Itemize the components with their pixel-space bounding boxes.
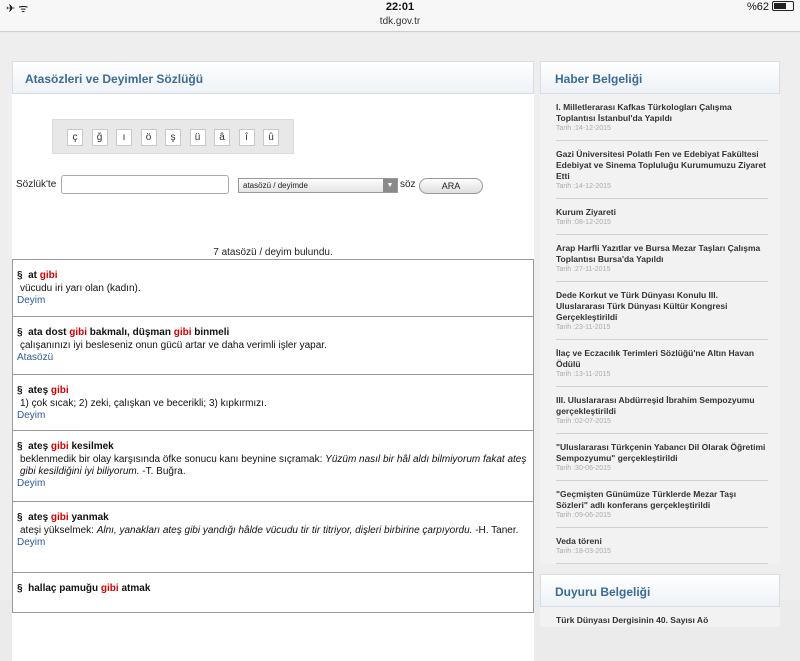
status-time: 22:01 (385, 1, 415, 13)
news-item[interactable] (556, 481, 768, 528)
page (0, 33, 800, 625)
news-item[interactable] (556, 387, 768, 434)
result-row (12, 431, 534, 502)
result-row (12, 502, 534, 573)
news-title-text: İlaç ve Eczacılık Terimleri Sözlüğü'ne Altın Havan Ödülü (556, 348, 755, 369)
news-date: Tarih :08-12-2015 (556, 219, 611, 226)
char-button[interactable]: ü (190, 129, 206, 146)
result-category: Deyim (17, 410, 46, 421)
battery-indicator: %62 (747, 1, 794, 13)
dictionary-title: Atasözleri ve Deyimler Sözlüğü (12, 61, 534, 94)
news-panel (540, 61, 780, 627)
url-text: tdk.gov.tr (379, 16, 421, 27)
char-button[interactable]: ı (116, 129, 132, 146)
result-definition: beklenmedik bir olay karşısında öfke sonucu kanı beynine sıçramak: Yüzüm nasıl bir hâl aldı bilmiyorum fakat ateş gibi kesildiğini iyi biliyorum. -T. Buğra. (20, 454, 527, 477)
news-list (540, 94, 780, 564)
result-row (12, 375, 534, 431)
news-item[interactable] (556, 340, 768, 387)
result-category: Deyim (17, 537, 46, 548)
result-title[interactable]: § ateş gibi yanmak (17, 512, 109, 523)
result-row (12, 573, 534, 613)
news-date: Tarih :30-06-2015 (556, 465, 611, 472)
news-item[interactable] (556, 434, 768, 481)
airplane-wifi-icon: ✈ ᯤ (6, 3, 29, 15)
result-title[interactable]: § ateş gibi (17, 385, 69, 396)
announcements-title: Duyuru Belgeliği (540, 574, 780, 607)
result-definition: çalışanınızı iyi besleseniz onun gücü artar ve daha verimli işler yapar. (20, 340, 327, 351)
dictionary-panel (12, 61, 534, 661)
char-button[interactable]: â (214, 129, 230, 146)
news-title-text: III. Uluslararası Abdürreşid İbrahim Sempozyumu gerçekleştirildi (556, 395, 755, 416)
char-button[interactable]: û (263, 129, 279, 146)
news-date: Tarih :02-07-2015 (556, 418, 611, 425)
result-row (12, 317, 534, 375)
result-title[interactable]: § at gibi (17, 270, 58, 281)
news-date: Tarih :09-06-2015 (556, 512, 611, 519)
special-char-box (52, 119, 294, 154)
news-date: Tarih :13-11-2015 (556, 371, 611, 378)
news-item[interactable] (556, 199, 768, 235)
soz-label: söz (400, 179, 416, 190)
search-type-value: atasözü / deyimde (243, 181, 308, 190)
result-definition: vücudu iri yarı olan (kadın). (20, 283, 141, 294)
result-row (12, 259, 534, 317)
result-title[interactable]: § hallaç pamuğu gibi atmak (17, 583, 151, 594)
news-date: Tarih :14-12-2015 (556, 125, 611, 132)
search-input[interactable] (61, 175, 229, 194)
news-title-text: Gazi Üniversitesi Polatlı Fen ve Edebiyat Fakültesi Edebiyat ve Sinema Topluluğu Kurumumuzu Ziyaret Etti (556, 149, 767, 181)
news-title-text: "Geçmişten Günümüze Türklerde Mezar Taşı Sözleri" adlı konferans gerçekleştirildi (556, 489, 737, 510)
search-type-select[interactable] (238, 178, 398, 193)
news-item[interactable] (556, 282, 768, 340)
results-list (12, 259, 534, 613)
result-title[interactable]: § ata dost gibi bakmalı, düşman gibi binmeli (17, 327, 230, 338)
result-category: Deyim (17, 295, 46, 306)
news-date: Tarih :27-11-2015 (556, 266, 611, 273)
news-title-text: Kurum Ziyareti (556, 207, 616, 217)
news-date: Tarih :14-12-2015 (556, 183, 611, 190)
news-title-text: I. Milletlerarası Kafkas Türkologları Çalışma Toplantısı İstanbul'da Yapıldı (556, 102, 732, 123)
news-date: Tarih :18-03-2015 (556, 548, 611, 555)
news-title: Haber Belgeliği (540, 61, 780, 94)
news-title-text: Dede Korkut ve Türk Dünyası Konulu III. Uluslararası Türk Dünyası Kültür Kongresi Gerçekleştirildi (556, 290, 728, 322)
result-definition: ateşi yükselmek: Alnı, yanakları ateş gibi yandığı hâlde vücudu tir tir titriyor, dişleri birbirine çarpıyordu. -H. Taner. (20, 525, 519, 536)
char-button[interactable]: ğ (92, 129, 108, 146)
char-button[interactable]: ş (165, 129, 181, 146)
status-bar (0, 0, 800, 16)
news-item[interactable] (556, 141, 768, 199)
news-title-text: Veda töreni (556, 536, 602, 546)
search-button[interactable]: ARA (419, 178, 483, 194)
chevron-down-icon: ▼ (383, 179, 397, 192)
news-item[interactable] (556, 235, 768, 282)
char-button[interactable]: î (239, 129, 255, 146)
result-count: 7 atasözü / deyim bulundu. (213, 247, 333, 258)
result-category: Atasözü (17, 352, 54, 363)
result-category: Deyim (17, 478, 46, 489)
search-label: Sözlük'te (16, 179, 57, 190)
news-title-text: Arap Harfli Yazıtlar ve Bursa Mezar Taşları Çalışma Toplantısı Bursa'da Yapıldı (556, 243, 761, 264)
news-title-text: "Uluslararası Türkçenin Yabancı Dil Olarak Öğretimi Sempozyumu" gerçekleştirildi (556, 442, 766, 463)
result-title[interactable]: § ateş gibi kesilmek (17, 441, 114, 452)
news-date: Tarih :23-11-2015 (556, 324, 611, 331)
char-button[interactable]: ç (67, 129, 83, 146)
battery-icon (772, 1, 794, 11)
result-definition: 1) çok sıcak; 2) zeki, çalışkan ve becerikli; 3) kıpkırmızı. (20, 398, 267, 409)
news-item[interactable] (556, 528, 768, 564)
url-bar[interactable] (0, 16, 800, 32)
announcement-item[interactable]: Türk Dünyası Dergisinin 40. Sayısı Aö (540, 607, 780, 627)
char-button[interactable]: ö (141, 129, 157, 146)
news-item[interactable] (556, 94, 768, 141)
